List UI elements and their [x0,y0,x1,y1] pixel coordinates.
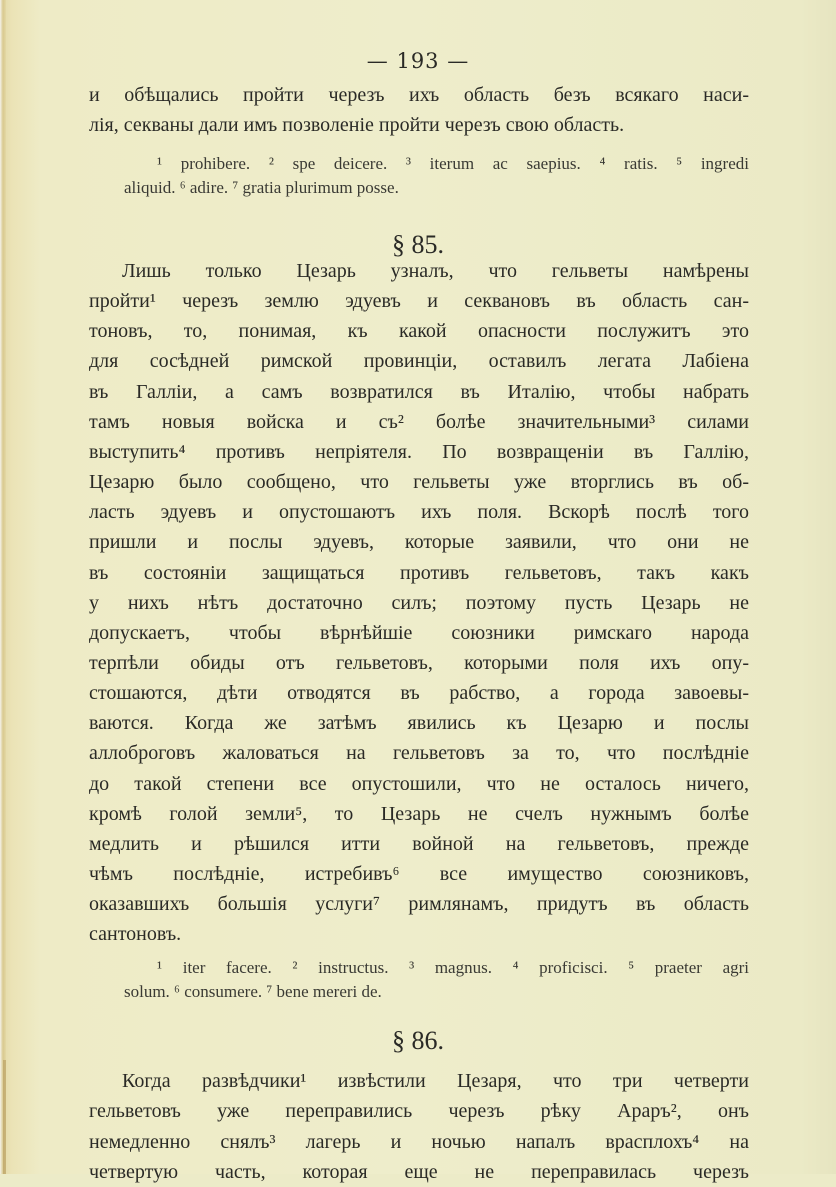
text-line: пришли и послы эдуевъ, которые заявили, что они не [89,531,749,553]
text-line: выступить⁴ противъ непріятеля. По возвращеніи въ Галлію, [89,441,749,463]
text-line: Лишь только Цезарь узналъ, что гельветы намѣрены [122,260,749,282]
text-line: до такой степени все опустошили, что не осталось ничего, [89,773,749,795]
text-line: пройти¹ черезъ землю эдуевъ и секвановъ въ область сан- [89,290,749,312]
text-line: четвертую часть, которая еще не переправилась черезъ [89,1161,749,1183]
footnote-line: ¹ iter facere. ² instructus. ³ magnus. ⁴ proficisci. ⁵ praeter agri [157,958,749,977]
text-line: терпѣли обиды отъ гельветовъ, которыми поля ихъ опу- [89,652,749,674]
text-line: немедленно снялъ³ лагерь и ночью напалъ врасплохъ⁴ на [89,1131,749,1153]
page-number: — 193 — [366,49,470,73]
text-line: лія, секваны дали имъ позволеніе пройти черезъ свою область. [89,114,625,136]
footnote-line: solum. ⁶ consumere. ⁷ bene mereri de. [124,982,382,1001]
footnote-line: ¹ prohibere. ² spe deicere. ³ iterum ac saepius. ⁴ ratis. ⁵ ingredi [157,154,749,173]
page-left-edge [0,0,6,1174]
text-line: медлить и рѣшился итти войной на гельветовъ, прежде [89,833,749,855]
text-line: сантоновъ. [89,923,182,945]
text-line: стошаются, дѣти отводятся въ рабство, а города завоевы- [89,682,749,704]
section-heading-86: § 86. [392,1026,444,1055]
text-line: гельветовъ уже переправились черезъ рѣку Араръ², онъ [89,1100,749,1122]
text-line: въ Галліи, а самъ возвратился въ Италію, чтобы набрать [89,381,749,403]
text-line: тамъ новыя войска и съ² болѣе значительными³ силами [89,411,749,433]
section-heading-85: § 85. [392,230,444,259]
page-binding-shadow [3,1060,6,1174]
text-line: у нихъ нѣтъ достаточно силъ; поэтому пусть Цезарь не [89,592,749,614]
text-line: тоновъ, то, понимая, къ какой опасности послужитъ это [89,320,749,342]
text-line: допускаетъ, чтобы вѣрнѣйшіе союзники римскаго народа [89,622,749,644]
text-line: кромѣ голой земли⁵, то Цезарь не счелъ нужнымъ болѣе [89,803,749,825]
text-line: оказавшихъ большія услуги⁷ римлянамъ, придутъ въ область [89,893,749,915]
footnote-line: aliquid. ⁶ adire. ⁷ gratia plurimum posse. [124,178,399,197]
text-line: и обѣщались пройти черезъ ихъ область безъ всякаго наси- [89,84,749,106]
text-line: аллоброговъ жаловаться на гельветовъ за то, что послѣдніе [89,742,749,764]
text-line: въ состояніи защищаться противъ гельветовъ, такъ какъ [89,562,749,584]
text-line: ваются. Когда же затѣмъ явились къ Цезарю и послы [89,712,749,734]
text-line: чѣмъ послѣдніе, истребивъ⁶ все имущество союзниковъ, [89,863,749,885]
text-line: Когда развѣдчики¹ извѣстили Цезаря, что три четверти [122,1070,749,1092]
text-line: ласть эдуевъ и опустошаютъ ихъ поля. Вскорѣ послѣ того [89,501,749,523]
text-line: Цезарю было сообщено, что гельветы уже вторглись въ об- [89,471,749,493]
text-line: для сосѣдней римской провинціи, оставилъ легата Лабіена [89,350,749,372]
